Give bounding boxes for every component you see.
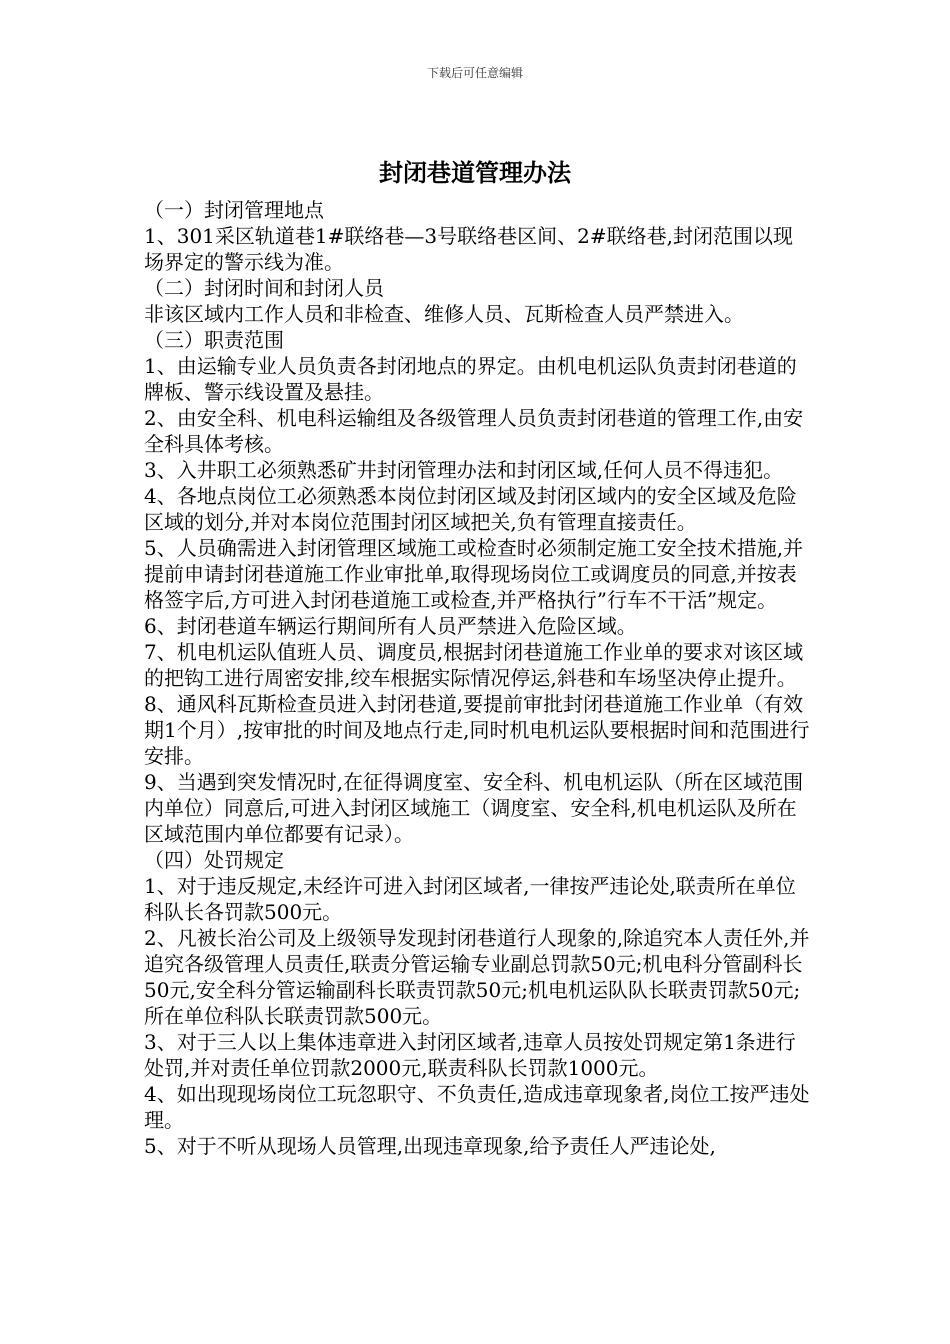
paragraph: 7、机电机运队值班人员、调度员,根据封闭巷道施工作业单的要求对该区域的把钩工进行周密安排,绞车根据实际情况停运,斜巷和车场坚决停止提升。 [144, 640, 804, 690]
paragraph: 非该区域内工作人员和非检查、维修人员、瓦斯检查人员严禁进入。 [144, 302, 744, 326]
page-header: 下载后可任意编辑 [426, 66, 523, 80]
section-heading: （三）职责范围 [144, 328, 284, 352]
document-body [144, 197, 812, 1159]
paragraph: 8、通风科瓦斯检查员进入封闭巷道,要提前审批封闭巷道施工作业单（有效期1个月）,按审批的时间及地点行走,同时机电机运队要根据时间和范围进行安排。 [144, 692, 810, 768]
paragraph: 4、各地点岗位工必须熟悉本岗位封闭区域及封闭区域内的安全区域及危险区域的划分,并对本岗位范围封闭区域把关,负有管理直接责任。 [144, 484, 797, 534]
paragraph: 1、由运输专业人员负责各封闭地点的界定。由机电机运队负责封闭巷道的牌板、警示线设置及悬挂。 [144, 354, 797, 404]
paragraph: 1、对于违反规定,未经许可进入封闭区域者,一律按严违论处,联责所在单位科队长各罚款500元。 [144, 874, 796, 924]
paragraph: 3、对于三人以上集体违章进入封闭区域者,违章人员按处罚规定第1条进行处罚,并对责任单位罚款2000元,联责科队长罚款1000元。 [144, 1030, 796, 1080]
section-heading: （四）处罚规定 [144, 848, 284, 872]
paragraph: 1、301采区轨道巷1#联络巷—3号联络巷区间、2#联络巷,封闭范围以现场界定的警示线为准。 [144, 224, 793, 274]
paragraph: 2、凡被长治公司及上级领导发现封闭巷道行人现象的,除追究本人责任外,并追究各级管理人员责任,联责分管运输专业副总罚款50元;机电科分管副科长50元,安全科分管运输副科长联责罚款50元;机电机运队队长联责罚款50元;所在单位科队长联责罚款500元。 [144, 926, 810, 1028]
paragraph: 3、入井职工必须熟悉矿井封闭管理办法和封闭区域,任何人员不得违犯。 [144, 458, 784, 482]
document-title: 封闭巷道管理办法 [379, 159, 571, 187]
paragraph: 5、人员确需进入封闭管理区域施工或检查时必须制定施工安全技术措施,并提前申请封闭巷道施工作业审批单,取得现场岗位工或调度员的同意,并按表格签字后,方可进入封闭巷道施工或检查,并严格执行”行车不干活”规定。 [144, 536, 804, 612]
paragraph: 5、对于不听从现场人员管理,出现违章现象,给予责任人严违论处, [144, 1134, 716, 1158]
section-heading: （一）封闭管理地点 [144, 198, 324, 222]
paragraph: 9、当遇到突发情况时,在征得调度室、安全科、机电机运队（所在区域范围内单位）同意后,可进入封闭区域施工（调度室、安全科,机电机运队及所在区域范围内单位都要有记录）。 [144, 770, 804, 846]
paragraph: 6、封闭巷道车辆运行期间所有人员严禁进入危险区域。 [144, 614, 637, 638]
paragraph: 4、如出现现场岗位工玩忽职守、不负责任,造成违章现象者,岗位工按严违处理。 [144, 1082, 810, 1132]
section-heading: （二）封闭时间和封闭人员 [144, 276, 384, 300]
paragraph: 2、由安全科、机电科运输组及各级管理人员负责封闭巷道的管理工作,由安全科具体考核。 [144, 406, 804, 456]
